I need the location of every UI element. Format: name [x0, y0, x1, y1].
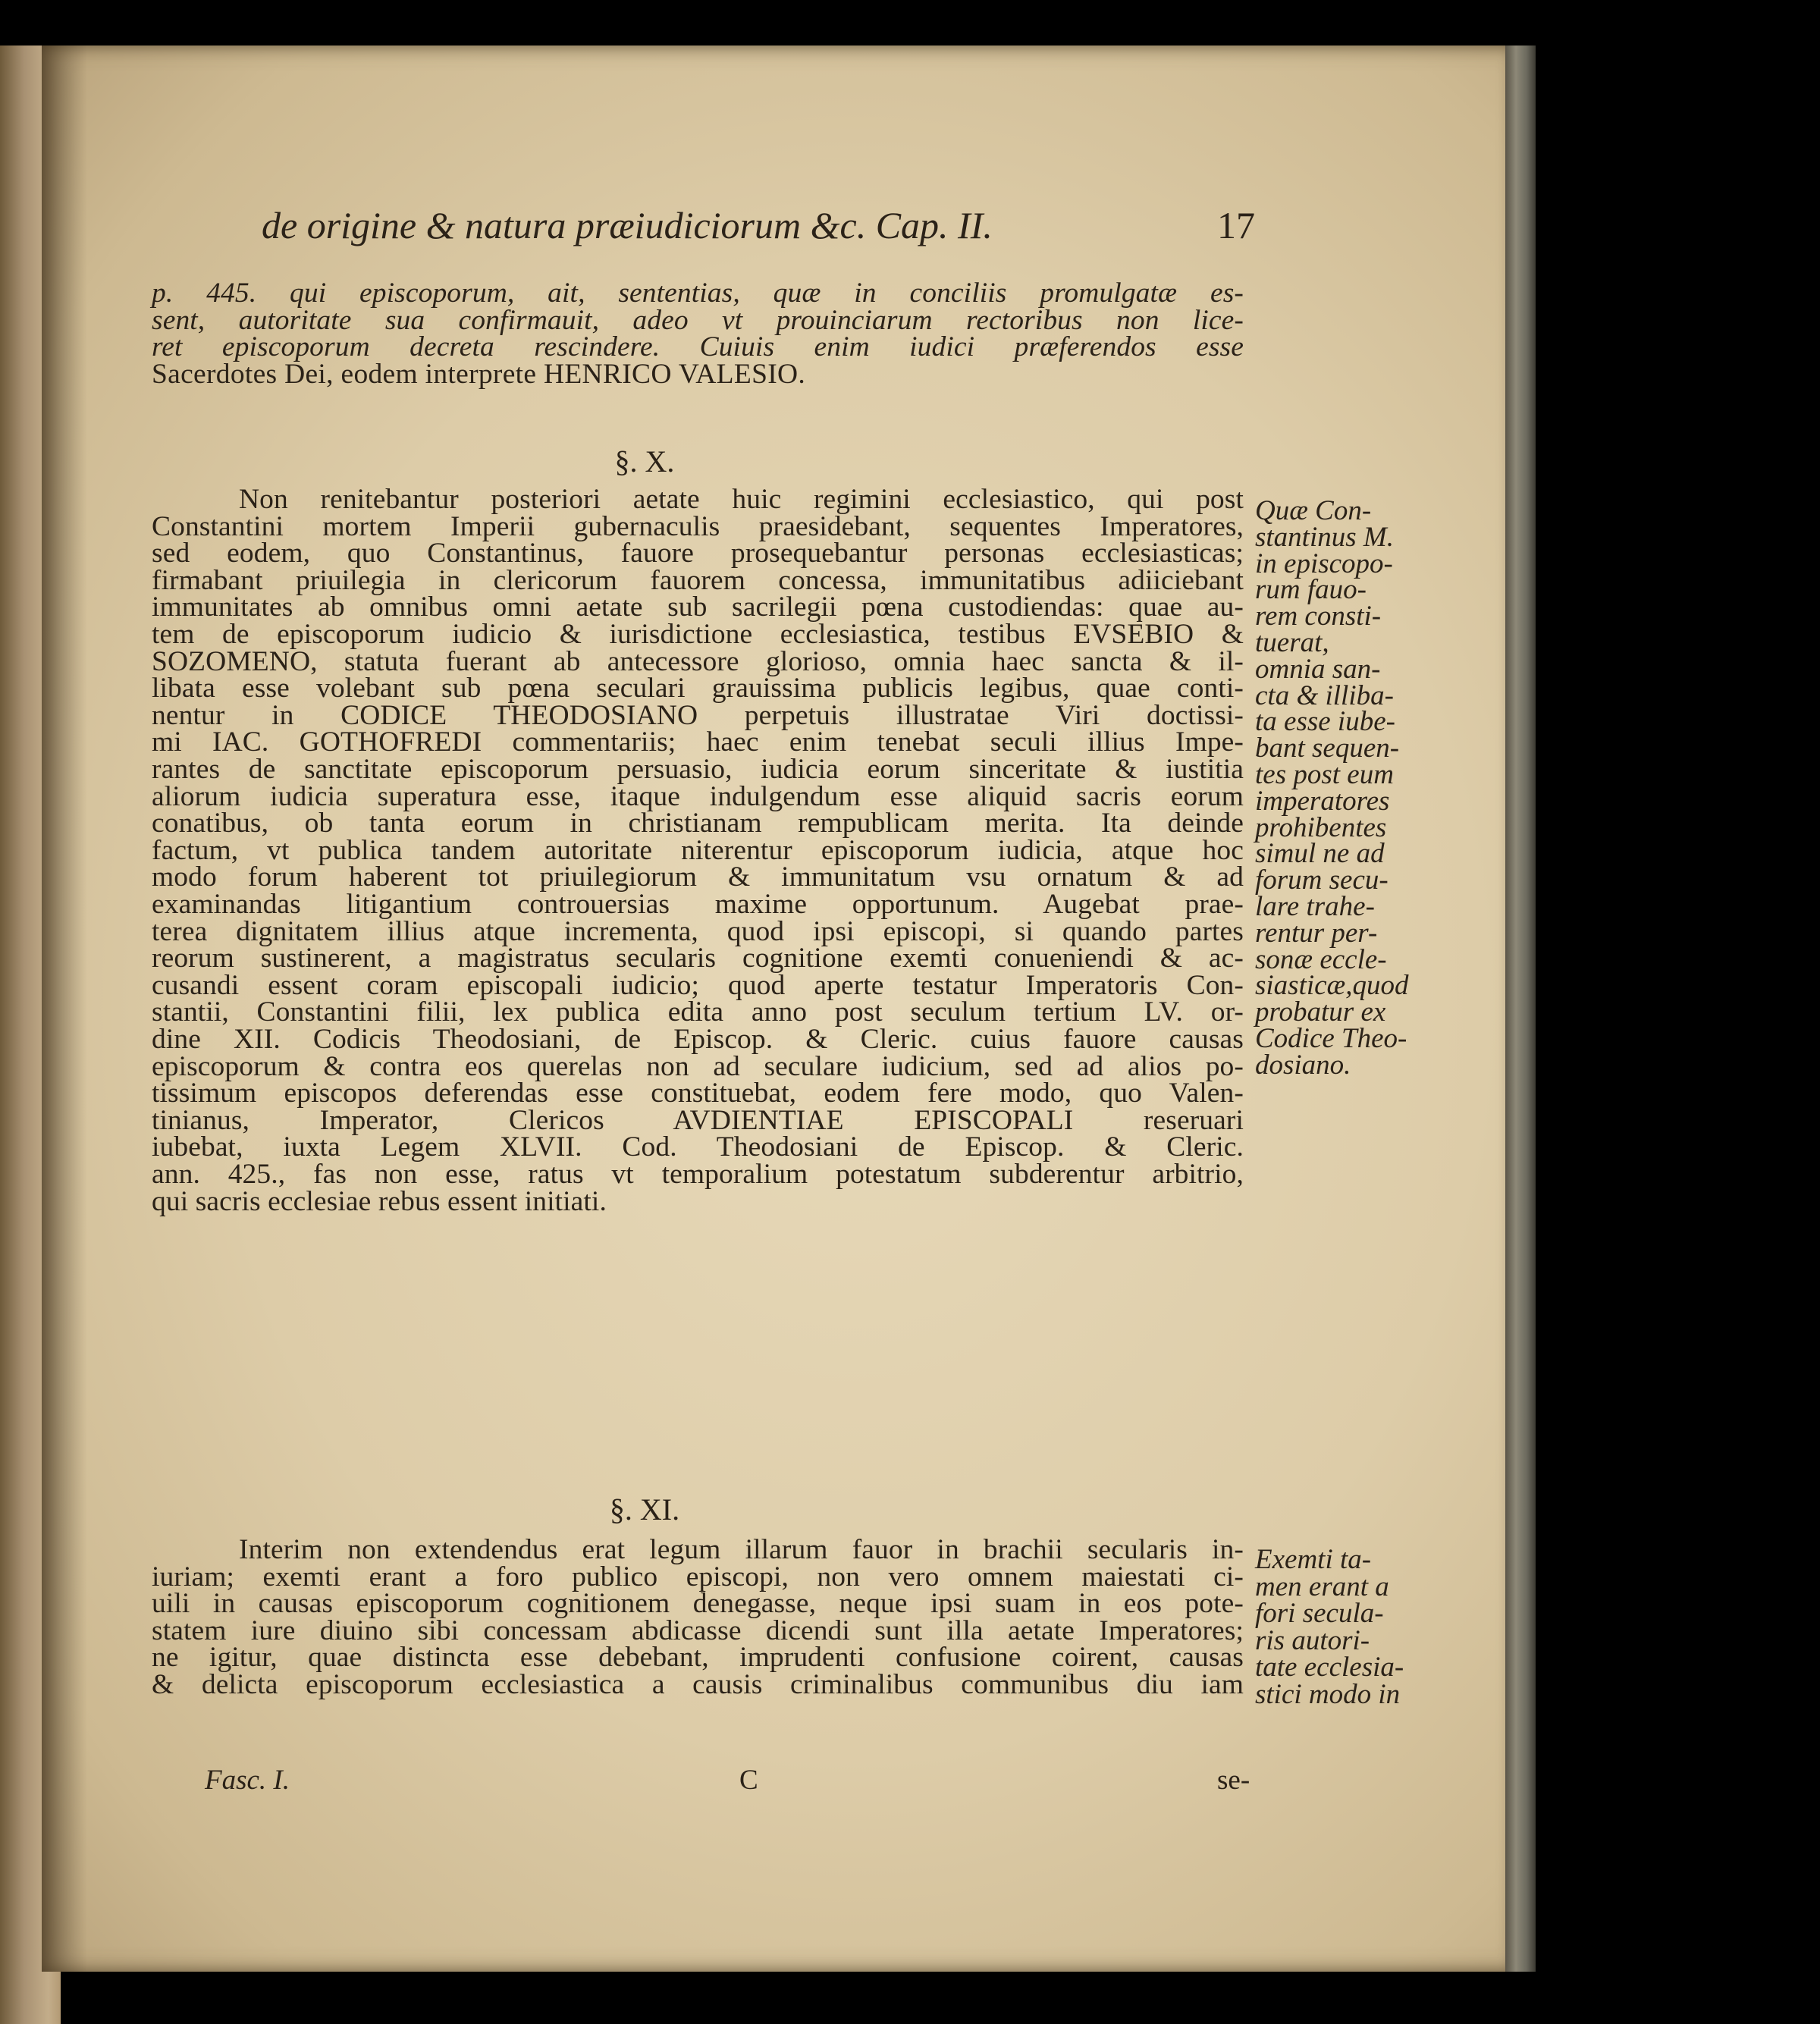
margin-note-line: imperatores	[1255, 785, 1390, 817]
quote-line: sent, autoritate sua confirmauit, adeo vt prouinciarum rectoribus non lice-	[152, 304, 1244, 336]
margin-note-line: lare trahe-	[1255, 891, 1375, 922]
paragraph-line: iubebat, iuxta Legem XLVII. Cod. Theodosiani de Episcop. & Cleric.	[152, 1131, 1244, 1163]
quote-line: p. 445. qui episcoporum, ait, sententias, quæ in conciliis promulgatæ es-	[152, 278, 1244, 309]
quote-line: Sacerdotes Dei, eodem interprete HENRICO VALESIO.	[152, 358, 806, 390]
signature-mark: C	[739, 1765, 758, 1796]
section-heading-xi: §. XI.	[609, 1492, 680, 1527]
paragraph-line: stantii, Constantini filii, lex publica edita anno post seculum tertium LV. or-	[152, 996, 1244, 1028]
margin-note-line: sonæ eccle-	[1255, 943, 1387, 975]
margin-note-line: dosiano.	[1255, 1049, 1351, 1081]
margin-note-line: in episcopo-	[1255, 548, 1393, 579]
paragraph-line: episcoporum & contra eos querelas non ad seculare iudicium, sed ad alios po-	[152, 1050, 1244, 1082]
signature: Fasc. I.	[205, 1765, 290, 1796]
margin-note-line: siasticæ,quod	[1255, 970, 1409, 1002]
paragraph-line: nentur in CODICE THEODOSIANO perpetuis illustratae Viri doctissi-	[152, 699, 1244, 731]
paragraph-line: dine XII. Codicis Theodosiani, de Episcop. & Cleric. cuius fauore causas	[152, 1024, 1244, 1055]
margin-note-line: tes post eum	[1255, 759, 1394, 790]
margin-note-line: Codice Theo-	[1255, 1023, 1407, 1054]
margin-note-line: men erant a	[1255, 1571, 1389, 1602]
quote-line: ret episcoporum decreta rescindere. Cuiuis enim iudici præferendos esse	[152, 331, 1244, 363]
paragraph-line: examinandas litigantium controuersias maxime opportunum. Augebat prae-	[152, 889, 1244, 920]
margin-note-line: cta & illiba-	[1255, 679, 1394, 711]
running-header	[262, 203, 1255, 253]
margin-note-line: rum fauo-	[1255, 574, 1367, 606]
paragraph-line: tinianus, Imperator, Clericos AVDIENTIAE EPISCOPALI reseruari	[152, 1104, 1244, 1136]
margin-note-line: rentur per-	[1255, 917, 1378, 949]
book-cover-edge	[1505, 46, 1536, 1972]
paragraph-line: reorum sustinerent, a magistratus secularis cognitione exemti conueniendi & ac-	[152, 943, 1244, 974]
paragraph-line: sed eodem, quo Constantinus, fauore prosequebantur personas ecclesiasticas;	[152, 538, 1244, 570]
paragraph-line: ann. 425., fas non esse, ratus vt temporalium potestatum subderentur arbitrio,	[152, 1159, 1244, 1190]
margin-note-line: ta esse iube-	[1255, 706, 1395, 738]
margin-note-line: stantinus M.	[1255, 521, 1394, 553]
margin-note-line: forum secu-	[1255, 865, 1389, 896]
paragraph-line: modo forum haberent tot priuilegiorum & immunitatum vsu ornatum & ad	[152, 861, 1244, 893]
paragraph-line: Non renitebantur posteriori aetate huic regimini ecclesiastico, qui post	[239, 484, 1244, 515]
margin-note-line: Exemti ta-	[1255, 1544, 1372, 1575]
paragraph-line: SOZOMENO, statuta fuerant ab antecessore glorioso, omnia haec sancta & il-	[152, 645, 1244, 677]
margin-note-line: Quæ Con-	[1255, 495, 1372, 526]
paragraph-line: qui sacris ecclesiae rebus essent initiati.	[152, 1185, 607, 1217]
paragraph-line: firmabant priuilegia in clericorum fauorem concessa, immunitatibus adiiciebant	[152, 564, 1244, 596]
catchword: se-	[1217, 1765, 1250, 1796]
paragraph-line: Interim non extendendus erat legum illarum fauor in brachii secularis in-	[239, 1534, 1244, 1565]
paragraph-line: uili in causas episcoporum cognitionem denegasse, neque ipsi suam in eos pote-	[152, 1588, 1244, 1620]
margin-note-line: prohibentes	[1255, 811, 1387, 843]
margin-note-line: ris autori-	[1255, 1624, 1370, 1656]
paragraph-line: terea dignitatem illius atque incrementa, quod ipsi episcopi, si quando partes	[152, 915, 1244, 947]
margin-note-line: tate ecclesia-	[1255, 1652, 1404, 1683]
section-heading-x: §. X.	[614, 444, 675, 479]
margin-note-line: tuerat,	[1255, 627, 1329, 658]
paragraph-line: aliorum iudicia superatura esse, itaque indulgendum esse aliquid sacris eorum	[152, 780, 1244, 812]
paragraph-line: rantes de sanctitate episcoporum persuasio, iudicia eorum sinceritate & iustitia	[152, 754, 1244, 785]
running-title: de origine & natura præiudiciorum &c. Cap. II.	[262, 204, 993, 246]
margin-note-line: fori secula-	[1255, 1598, 1384, 1629]
margin-note-line: probatur ex	[1255, 996, 1386, 1028]
paragraph-line: factum, vt publica tandem autoritate niterentur episcoporum iudicia, atque hoc	[152, 834, 1244, 866]
paragraph-line: cusandi essent coram episcopali iudicio; quod aperte testatur Imperatoris Con-	[152, 969, 1244, 1001]
margin-note-line: bant sequen-	[1255, 733, 1400, 764]
paragraph-line: Constantini mortem Imperii gubernaculis praesidebant, sequentes Imperatores,	[152, 510, 1244, 542]
paragraph-line: conatibus, ob tanta eorum in christianam rempublicam merita. Ita deinde	[152, 808, 1244, 839]
paragraph-line: iuriam; exemti erant a foro publico episcopi, non vero omnem maiestati ci-	[152, 1561, 1244, 1593]
margin-note-line: stici modo in	[1255, 1678, 1401, 1710]
paragraph-line: libata esse volebant sub pœna seculari grauissima publicis legibus, quae conti-	[152, 673, 1244, 704]
paragraph-line: immunitates ab omnibus omni aetate sub sacrilegii pœna custodiendas: quae au-	[152, 592, 1244, 623]
paragraph-line: tissimum episcopos deferendas esse constituebat, eodem fere modo, quo Valen-	[152, 1078, 1244, 1109]
paragraph-line: ne igitur, quae distincta esse debebant, imprudenti confusione coirent, causas	[152, 1642, 1244, 1674]
margin-note-line: rem consti-	[1255, 601, 1382, 632]
paragraph-line: statem iure diuino sibi concessam abdicasse dicendi sunt illa aetate Imperatores;	[152, 1614, 1244, 1646]
margin-note-line: simul ne ad	[1255, 838, 1385, 870]
paragraph-line: tem de episcoporum iudicio & iurisdictione ecclesiastica, testibus EVSEBIO &	[152, 619, 1244, 650]
margin-note-line: omnia san-	[1255, 653, 1381, 685]
page-number: 17	[1217, 204, 1255, 246]
paragraph-line: mi IAC. GOTHOFREDI commentariis; haec enim tenebat seculi illius Impe-	[152, 726, 1244, 758]
paragraph-line: & delicta episcoporum ecclesiastica a causis criminalibus communibus diu iam	[152, 1669, 1244, 1700]
